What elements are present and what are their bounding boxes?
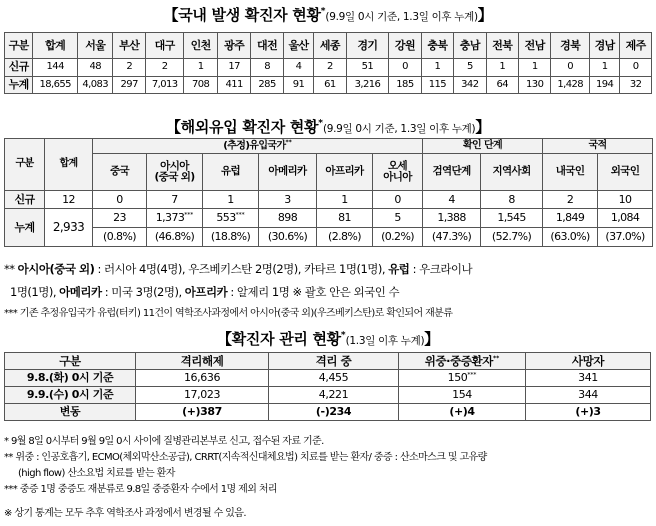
header-asia [147,154,203,191]
table-cell [147,209,203,228]
table-cell: 154 [399,387,526,404]
table-cell: 194 [589,76,619,94]
domestic-title-mark: * [320,6,326,17]
header-severe-mark: ** [492,355,500,363]
table-cell: 130 [518,76,550,94]
overseas-title-text: 【해외유입 확진자 현황 [165,118,319,136]
percent-cell: (47.3%) [423,228,481,247]
domestic-header-cell: 경기 [346,33,389,59]
percent-cell: (46.8%) [147,228,203,247]
note-europe-count: 1명(1명), [10,285,60,299]
footnote-1: * 9월 8일 0시부터 9월 9일 0시 사이에 질병관리본부로 신고, 접수된 자료 기준. [4,436,324,447]
overseas-header-total: 합계 [45,139,93,191]
table-cell: (+)3 [526,404,651,421]
note-asia-label: 아시아(중국 외) [17,262,95,276]
isolation-title-close: 】 [424,330,439,348]
table-cell: 2 [543,191,598,209]
header-korean: 내국인 [543,154,598,191]
domestic-header-cell: 전남 [518,33,550,59]
note-line-1 [4,264,652,276]
header-americas: 아메리카 [259,154,317,191]
domestic-header-cell: 부산 [113,33,145,59]
header-community: 지역사회 [481,154,543,191]
cell-mark: *** [184,211,194,219]
table-cell [203,209,259,228]
domestic-row-cumulative [5,76,652,94]
isolation-header-cell: 구분 [5,353,136,370]
overseas-title-close: 】 [475,118,491,136]
row-label: 9.9.(수) 0시 기준 [5,387,136,404]
table-cell: 4,083 [78,76,113,94]
cell-value: 553 [216,211,236,225]
table-cell: 0 [93,191,147,209]
table-cell: 1,545 [481,209,543,228]
table-cell: 341 [526,370,651,387]
percent-cell: (0.8%) [93,228,147,247]
table-cell: 8 [251,59,283,77]
table-cell: 285 [251,76,283,94]
table-cell: 23 [93,209,147,228]
domestic-header-cell: 대구 [145,33,184,59]
table-cell: 1 [486,59,518,77]
table-cell: 12 [45,191,93,209]
domestic-header-cell: 구분 [5,33,33,59]
cell-value: 1,373 [155,211,185,225]
header-oceania [373,154,423,191]
domestic-header-cell: 경북 [551,33,590,59]
overseas-header-estimated [93,139,423,154]
overseas-title [0,119,656,135]
table-cell: 2 [314,59,346,77]
estimated-mark: ** [285,139,292,147]
table-cell: 1 [203,191,259,209]
footnote-2: ** 위중 : 인공호흡기, ECMO(체외막산소공급), CRRT(지속적신대체요법) 치료를 받는 환자/ 중증 : 산소마스크 및 고유량 [4,452,487,463]
isolation-header-row [5,353,651,370]
overseas-table [4,138,653,247]
table-cell: 1,849 [543,209,598,228]
domestic-header-cell: 제주 [620,33,652,59]
domestic-header-cell: 충북 [421,33,453,59]
table-cell: 16,636 [136,370,269,387]
domestic-table [4,32,652,94]
percent-cell: (2.8%) [317,228,373,247]
table-cell: 2,933 [45,209,93,247]
table-cell: 0 [389,59,421,77]
table-cell: 51 [346,59,389,77]
row-label: 9.8.(화) 0시 기준 [5,370,136,387]
domestic-row-new [5,59,652,77]
table-cell: 4 [423,191,481,209]
domestic-header-cell: 인천 [184,33,217,59]
header-quarantine: 검역단계 [423,154,481,191]
footnote-3: (high flow) 산소요법 치료를 받는 환자 [18,468,175,479]
domestic-header-cell: 강원 [389,33,421,59]
isolation-row [5,387,651,404]
note-americas-label: 아메리카 [59,285,102,299]
table-cell: 7 [147,191,203,209]
percent-cell: (37.0%) [598,228,653,247]
table-cell: 91 [283,76,313,94]
table-cell: 1 [317,191,373,209]
footnote-4: *** 중증 1명 중증도 재분류로 9.8일 중증환자 수에서 1명 제외 처리 [4,484,277,495]
isolation-header-severe [399,353,526,370]
table-cell: (-)234 [269,404,399,421]
table-cell: 3 [259,191,317,209]
overseas-header-nationality: 국적 [543,139,653,154]
table-cell: 81 [317,209,373,228]
cell-mark: *** [467,371,477,379]
table-cell: 344 [526,387,651,404]
overseas-title-note: (9.9일 0시 기준, 1.3일 이후 누계) [322,123,476,135]
overseas-header-label: 구분 [5,139,45,191]
isolation-header-cell: 격리 중 [269,353,399,370]
overseas-row-percent [5,228,653,247]
overseas-header-row-1 [5,139,653,154]
domestic-title [0,7,656,23]
overseas-row-new [5,191,653,209]
table-cell: 1,084 [598,209,653,228]
note-americas-text: : 미국 3명(2명), [101,285,185,299]
table-cell: 5 [454,59,486,77]
table-cell: 10 [598,191,653,209]
table-cell: (+)387 [136,404,269,421]
isolation-row [5,370,651,387]
table-cell: 4,221 [269,387,399,404]
header-africa: 아프리카 [317,154,373,191]
table-cell: 32 [620,76,652,94]
overseas-row-cumulative [5,209,653,228]
overseas-header-confirm: 확인 단계 [423,139,543,154]
domestic-header-row [5,33,652,59]
percent-cell: (52.7%) [481,228,543,247]
row-label: 신규 [5,191,45,209]
percent-cell: (0.2%) [373,228,423,247]
table-cell: 0 [373,191,423,209]
table-cell: 18,655 [33,76,78,94]
table-cell: 61 [314,76,346,94]
domestic-header-cell: 충남 [454,33,486,59]
note-asia-text: : 러시아 4명(4명), 우즈베키스탄 2명(2명), 카타르 1명(1명), [94,262,389,276]
domestic-title-close: 】 [477,6,493,24]
domestic-header-cell: 대전 [251,33,283,59]
table-cell: 7,013 [145,76,184,94]
cell-mark: *** [235,211,245,219]
table-cell: 17 [217,59,250,77]
table-cell: 411 [217,76,250,94]
header-foreign: 외국인 [598,154,653,191]
table-cell: 8 [481,191,543,209]
header-europe: 유럽 [203,154,259,191]
domestic-header-cell: 전북 [486,33,518,59]
domestic-header-cell: 광주 [217,33,250,59]
note-line-3: *** 기존 추정유입국가 유럽(터키) 11건이 역학조사과정에서 아시아(중국 외)(우즈베키스탄)로 확인되어 재분류 [4,308,453,319]
isolation-header-cell: 사망자 [526,353,651,370]
percent-cell: (63.0%) [543,228,598,247]
domestic-header-cell: 울산 [283,33,313,59]
header-asia-line2: (중국 외) [154,171,195,183]
row-label: 누계 [5,209,45,247]
table-cell: 48 [78,59,113,77]
table-cell: 17,023 [136,387,269,404]
domestic-header-cell: 세종 [314,33,346,59]
note-africa-text: : 알제리 1명 ※ 괄호 안은 외국인 수 [227,285,400,299]
table-cell: 144 [33,59,78,77]
estimated-label: (추정)유입국가 [223,140,286,152]
cell-value: 150 [447,371,468,385]
note-mark: ** [4,262,18,276]
table-cell: 4 [283,59,313,77]
overseas-title-mark: * [318,118,323,129]
isolation-table [4,352,651,421]
table-cell: 2 [113,59,145,77]
table-cell: 1 [518,59,550,77]
table-cell [399,370,526,387]
row-label: 신규 [5,59,33,77]
percent-cell: (18.8%) [203,228,259,247]
domestic-title-note: (9.9일 0시 기준, 1.3일 이후 누계) [325,11,478,23]
domestic-header-cell: 합계 [33,33,78,59]
table-cell: 3,216 [346,76,389,94]
footnote-5: ※ 상기 통계는 모두 추후 역학조사 과정에서 변경될 수 있음. [4,508,246,519]
table-cell: 115 [421,76,453,94]
table-cell: 64 [486,76,518,94]
table-cell: (+)4 [399,404,526,421]
isolation-title-note: (1.3일 이후 누계) [345,335,425,347]
percent-cell: (30.6%) [259,228,317,247]
header-severe-label: 위중·중증환자 [424,353,493,368]
table-cell: 4,455 [269,370,399,387]
table-cell: 1 [589,59,619,77]
table-cell: 898 [259,209,317,228]
table-cell: 5 [373,209,423,228]
table-cell: 1 [421,59,453,77]
header-oceania-line2: 아니아 [383,171,412,183]
isolation-title-text: 【확진자 관리 현황 [217,330,341,348]
isolation-title-mark: * [340,330,346,341]
table-cell: 1,388 [423,209,481,228]
overseas-header-row-2 [5,154,653,191]
table-cell: 297 [113,76,145,94]
isolation-header-cell: 격리해제 [136,353,269,370]
table-cell: 708 [184,76,217,94]
table-cell: 342 [454,76,486,94]
header-china: 중국 [93,154,147,191]
note-line-2 [10,287,656,299]
note-africa-label: 아프리카 [184,285,228,299]
domestic-title-text: 【국내 발생 확진자 현황 [163,6,321,24]
note-europe-label: 유럽 [388,262,410,276]
isolation-title [0,331,656,347]
table-cell: 185 [389,76,421,94]
row-label: 변동 [5,404,136,421]
header-asia-line1: 아시아 [160,159,189,172]
table-cell: 0 [620,59,652,77]
table-cell: 1 [184,59,217,77]
header-oceania-line1: 오세 [387,159,408,172]
note-europe-text: : 우크라이나 [409,262,473,276]
table-cell: 0 [551,59,590,77]
domestic-header-cell: 서울 [78,33,113,59]
isolation-change-row [5,404,651,421]
table-cell: 1,428 [551,76,590,94]
row-label: 누계 [5,76,33,94]
table-cell: 2 [145,59,184,77]
domestic-header-cell: 경남 [589,33,619,59]
